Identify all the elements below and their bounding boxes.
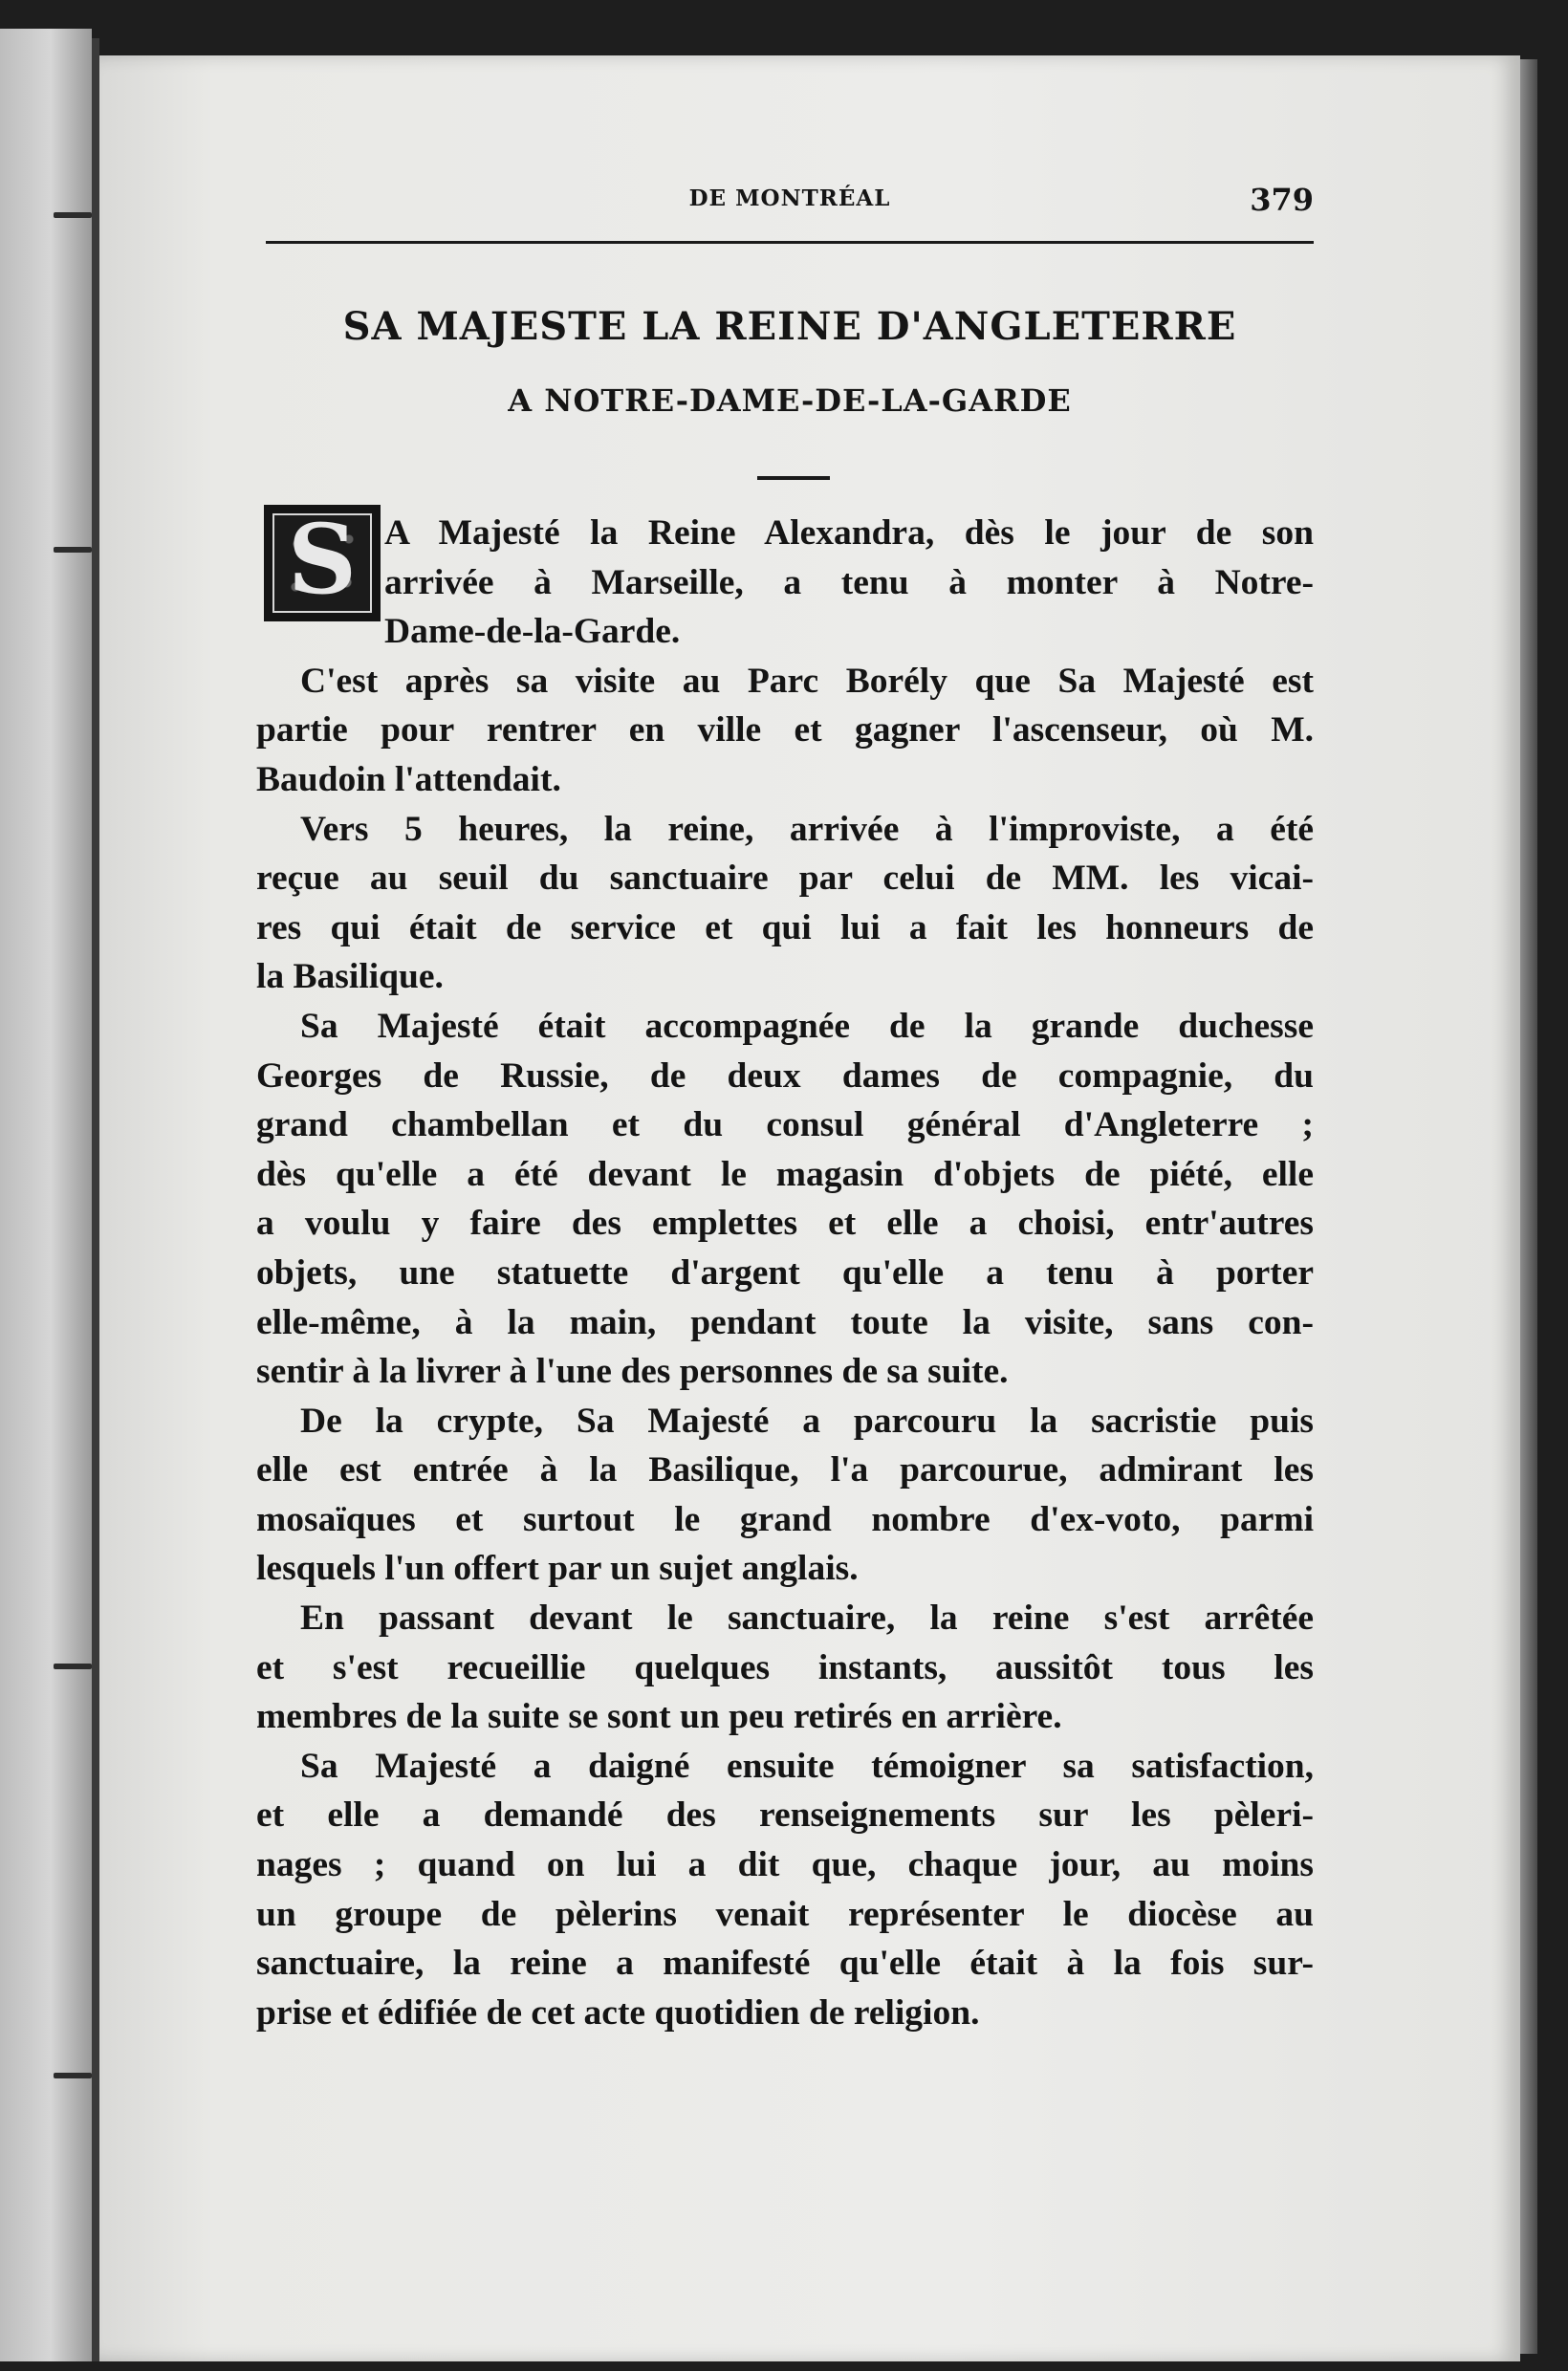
binding-stitch: [54, 212, 92, 218]
title-divider: [757, 476, 830, 480]
text-line: membres de la suite se sont un peu retirés en arrière.: [256, 1697, 1062, 1737]
binding-stitch: [54, 547, 92, 553]
text-line: A Majesté la Reine Alexandra, dès le jour de son: [384, 513, 1314, 553]
drop-cap-letter: S: [287, 503, 358, 616]
text-line: et elle a demandé des renseignements sur les pèleri-: [256, 1795, 1314, 1836]
text-line: et s'est recueillie quelques instants, aussitôt tous les: [256, 1647, 1314, 1687]
page-number: 379: [1250, 182, 1314, 218]
text-line: Dame-de-la-Garde.: [384, 612, 681, 652]
text-line: dès qu'elle a été devant le magasin d'objets de piété, elle: [256, 1154, 1314, 1194]
article-title: SA MAJESTE LA REINE D'ANGLETERRE: [342, 304, 1237, 349]
text-line: sanctuaire, la reine a manifesté qu'elle était à la fois sur-: [256, 1944, 1314, 1984]
text-line: nages ; quand on lui a dit que, chaque jour, au moins: [256, 1845, 1314, 1885]
text-line: grand chambellan et du consul général d'Angleterre ;: [256, 1105, 1314, 1145]
text-line: la Basilique.: [256, 957, 444, 997]
text-line: elle-même, à la main, pendant toute la visite, sans con-: [256, 1302, 1314, 1342]
binding-stitch: [54, 1664, 92, 1669]
page-edge-shadow: [1520, 59, 1537, 2354]
text-line: res qui était de service et qui lui a fait les honneurs de: [256, 907, 1314, 947]
text-line: partie pour rentrer en ville et gagner l'ascenseur, où M.: [256, 710, 1314, 750]
text-line: En passant devant le sanctuaire, la reine s'est arrêtée: [300, 1599, 1314, 1639]
text-line: objets, une statuette d'argent qu'elle a tenu à porter: [256, 1252, 1314, 1293]
text-line: prise et édifiée de cet acte quotidien de religion.: [256, 1992, 980, 2033]
text-line: reçue au seuil du sanctuaire par celui de MM. les vicai-: [256, 859, 1314, 899]
article-subtitle: A NOTRE-DAME-DE-LA-GARDE: [508, 382, 1072, 419]
text-line: Georges de Russie, de deux dames de compagnie, du: [256, 1055, 1314, 1096]
text-line: mosaïques et surtout le grand nombre d'ex-voto, parmi: [256, 1499, 1314, 1539]
book-gutter: [92, 38, 99, 2361]
facing-page-edge: [0, 29, 92, 2361]
article-body: [256, 509, 1314, 2037]
text-line: un groupe de pèlerins venait représenter le diocèse au: [256, 1894, 1314, 1934]
text-line: arrivée à Marseille, a tenu à monter à Notre-: [384, 562, 1314, 602]
text-line: elle est entrée à la Basilique, l'a parcourue, admirant les: [256, 1450, 1314, 1490]
text-line: Vers 5 heures, la reine, arrivée à l'improviste, a été: [300, 809, 1314, 849]
running-title: DE MONTRÉAL: [688, 185, 891, 211]
header-rule: [266, 241, 1314, 244]
text-line: C'est après sa visite au Parc Borély que Sa Majesté est: [300, 661, 1314, 701]
text-line: Baudoin l'attendait.: [256, 759, 561, 799]
text-line: sentir à la livrer à l'une des personnes de sa suite.: [256, 1352, 1009, 1392]
text-line: Sa Majesté a daigné ensuite témoigner sa satisfaction,: [300, 1746, 1314, 1786]
binding-stitch: [54, 2073, 92, 2078]
text-line: De la crypte, Sa Majesté a parcouru la sacristie puis: [300, 1401, 1314, 1441]
text-line: lesquels l'un offert par un sujet anglais.: [256, 1549, 859, 1589]
text-line: Sa Majesté était accompagnée de la grande duchesse: [300, 1006, 1314, 1046]
running-head: [266, 182, 1314, 229]
text-line: a voulu y faire des emplettes et elle a choisi, entr'autres: [256, 1204, 1314, 1244]
